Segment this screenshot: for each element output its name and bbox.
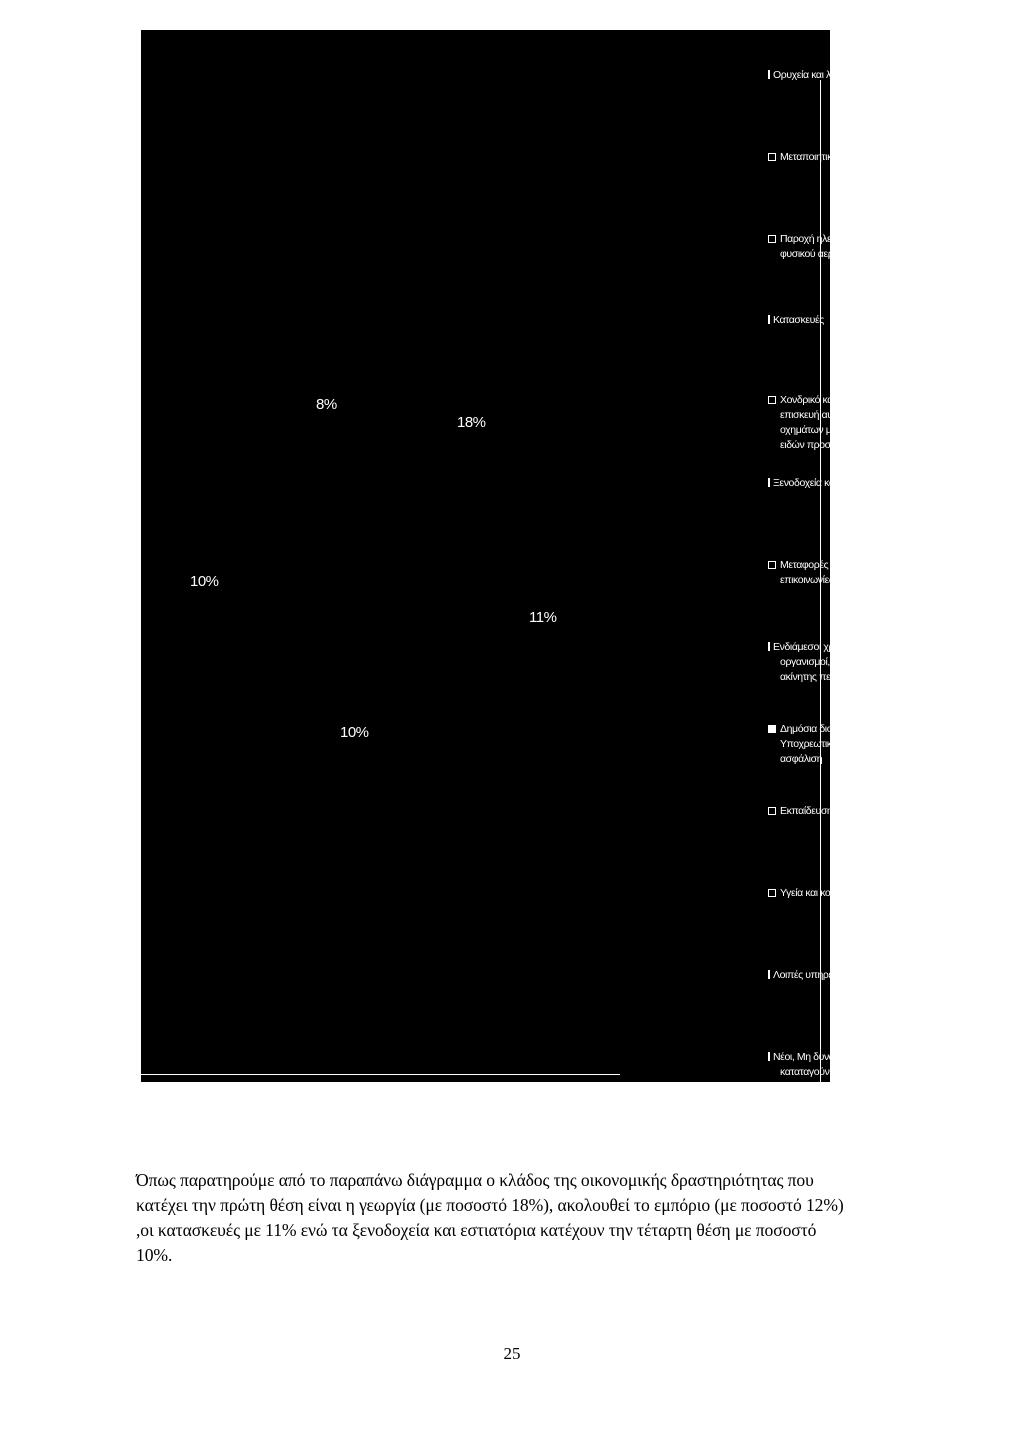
- legend-label: καταταγούν κατά κλάδο: [780, 1066, 881, 1078]
- legend-label: Ορυχεία και λατομεία: [768, 68, 863, 83]
- chart-area: [140, 30, 915, 1082]
- legend-item: [768, 232, 906, 262]
- legend-label: Χονδρικό και λιανικό εμπόριο: [768, 393, 914, 408]
- legend-item: [768, 968, 850, 983]
- data-label: 10%: [190, 573, 219, 590]
- legend-label: ασφάλιση: [780, 753, 823, 765]
- legend-marker: [768, 315, 770, 324]
- data-label: 18%: [457, 414, 486, 431]
- legend-label: ειδών προσωπικής και οικιακής: [780, 439, 915, 451]
- legend-marker: [768, 889, 776, 897]
- legend-label: φυσικού αερίου και νερού: [780, 248, 889, 260]
- legend-marker: [768, 70, 770, 79]
- legend-marker: [768, 642, 770, 651]
- legend-marker: [768, 1052, 770, 1061]
- legend-label: Εκπαίδευση: [768, 804, 832, 819]
- legend-item: [768, 640, 904, 685]
- legend-marker: [768, 153, 776, 161]
- legend-item: [768, 722, 903, 767]
- page-number: 25: [503, 1344, 521, 1363]
- legend-label: Υγεία και κοινωνική μέριμνα: [768, 886, 898, 901]
- legend-label: οργανισμοί, διαχείριση: [780, 656, 876, 668]
- legend-label: Μεταφορές αποθήκευση και: [768, 558, 900, 573]
- legend-marker: [768, 235, 776, 243]
- legend-item: [768, 393, 914, 453]
- data-label: 11%: [529, 609, 557, 626]
- frame-line-bottom: [140, 1074, 620, 1075]
- legend-item: [768, 313, 824, 328]
- legend-label: επισκευή αυτοκινήτων: [780, 409, 875, 421]
- body-paragraph: Όπως παρατηρούμε από το παραπάνω διάγραμμα ο κλάδος της οικονομικής δραστηριότητας που κατέχει την πρώτη θέση είναι η γεωργία (με ποσοστό 18%), ακολουθεί το εμπόριο (με ποσοστό 12%) ,οι κατασκευές με 11% ενώ τα ξενοδοχεία και εστιατόρια κατέχουν την τέταρτη θέση με ποσοστό 10%.: [136, 1169, 844, 1265]
- legend-label: Δημόσια διοίκηση και άμυνα.: [768, 722, 903, 737]
- legend-marker: [768, 807, 776, 815]
- legend-label: οχημάτων μοτοσυκλετών και: [780, 424, 903, 436]
- legend-item: [768, 150, 894, 165]
- legend-marker: [768, 725, 776, 733]
- legend-label: Υποχρεωτική κοινωνική: [780, 738, 882, 750]
- legend-marker: [768, 396, 776, 404]
- legend-item: [768, 1050, 880, 1080]
- data-label: 10%: [340, 724, 369, 741]
- legend-item: [768, 886, 898, 901]
- legend-item: [768, 68, 863, 83]
- legend-item: [768, 804, 832, 819]
- legend-label: ακίνητης περιουσίας: [780, 671, 867, 683]
- legend-item: [768, 558, 900, 588]
- legend-label: Λοιπές υπηρεσίες: [768, 968, 850, 983]
- legend-marker: [768, 970, 770, 979]
- legend-marker: [768, 478, 770, 487]
- legend-label: Ενδιάμεσοι χρηματοπιστωτικοί: [768, 640, 904, 655]
- legend-label: Ξενοδοχεία και εστιατόρια: [768, 476, 883, 491]
- legend-label: επικοινωνίες: [780, 574, 834, 586]
- legend-item: [768, 476, 883, 491]
- legend-label: Νέοι, Μη δυνάμενοι να: [768, 1050, 880, 1065]
- legend-marker: [768, 561, 776, 569]
- legend-label: Μεταποιητικές βιομηχανίες: [768, 150, 894, 165]
- data-label: 8%: [316, 396, 337, 413]
- legend-label: Κατασκευές: [768, 313, 824, 328]
- legend-label: Παροχή ηλεκτρικού ρεύματος: [768, 232, 906, 247]
- frame-line-left: [140, 30, 141, 1082]
